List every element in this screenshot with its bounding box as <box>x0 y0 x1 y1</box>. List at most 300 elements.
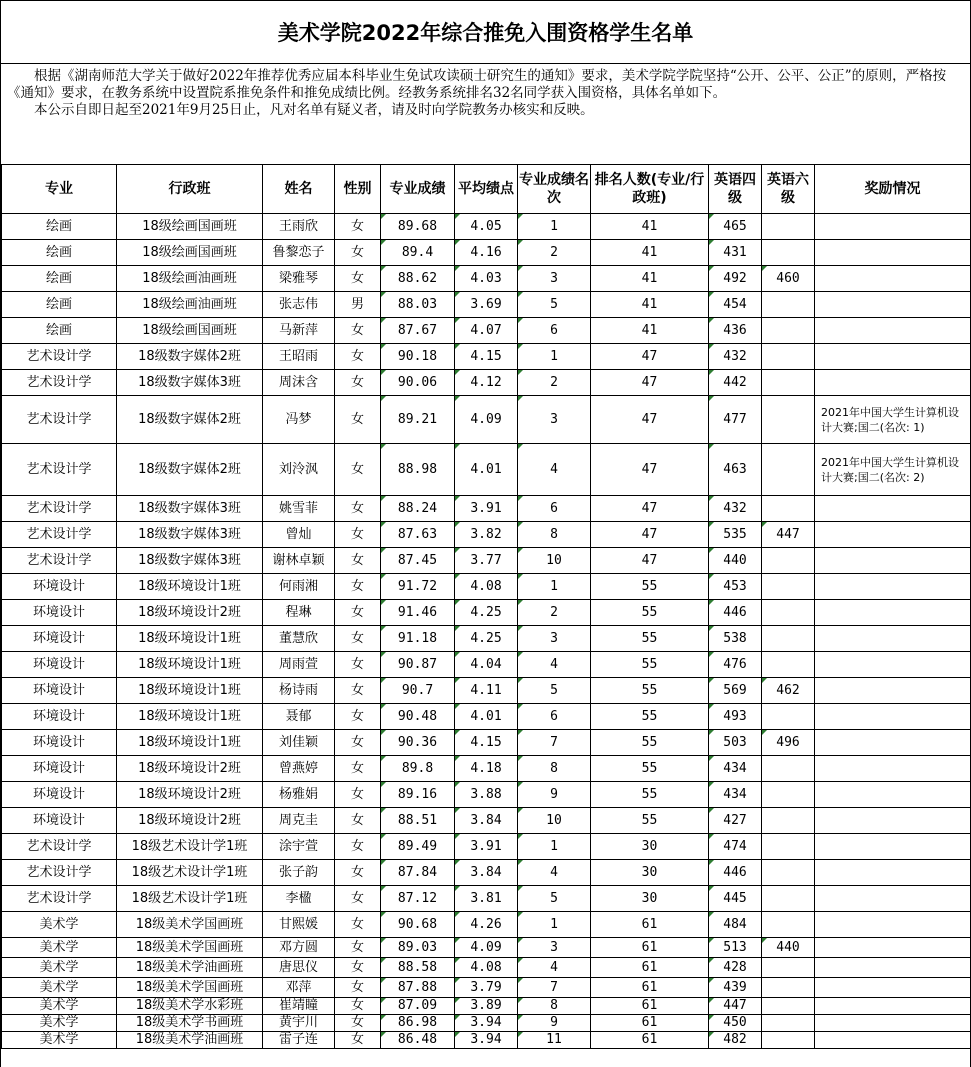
table-cell[interactable]: 邓方圆 <box>263 938 335 958</box>
table-cell[interactable] <box>762 444 815 496</box>
table-cell[interactable]: 3.84 <box>455 860 518 886</box>
table-cell[interactable] <box>815 1032 971 1049</box>
table-cell[interactable]: 18级数字媒体2班 <box>117 344 263 370</box>
table-cell[interactable]: 18级环境设计1班 <box>117 652 263 678</box>
table-cell[interactable]: 女 <box>335 912 381 938</box>
table-cell[interactable] <box>762 318 815 344</box>
table-cell[interactable]: 3 <box>518 266 591 292</box>
table-cell[interactable] <box>815 522 971 548</box>
table-cell[interactable]: 艺术设计学 <box>2 886 117 912</box>
table-cell[interactable]: 8 <box>518 522 591 548</box>
table-cell[interactable]: 18级绘画油画班 <box>117 266 263 292</box>
column-header[interactable]: 姓名 <box>263 165 335 214</box>
table-cell[interactable]: 18级环境设计1班 <box>117 730 263 756</box>
column-header[interactable]: 专业成绩 <box>381 165 455 214</box>
table-cell[interactable]: 4 <box>518 958 591 978</box>
table-cell[interactable] <box>815 782 971 808</box>
table-cell[interactable] <box>762 600 815 626</box>
table-cell[interactable]: 47 <box>591 496 709 522</box>
table-cell[interactable]: 8 <box>518 998 591 1015</box>
table-cell[interactable]: 61 <box>591 958 709 978</box>
table-cell[interactable]: 2 <box>518 600 591 626</box>
table-cell[interactable]: 447 <box>709 998 762 1015</box>
table-cell[interactable]: 程琳 <box>263 600 335 626</box>
table-cell[interactable]: 90.18 <box>381 344 455 370</box>
table-cell[interactable]: 18级数字媒体2班 <box>117 444 263 496</box>
table-cell[interactable]: 绘画 <box>2 240 117 266</box>
table-cell[interactable]: 47 <box>591 344 709 370</box>
table-cell[interactable]: 5 <box>518 292 591 318</box>
table-cell[interactable]: 3.79 <box>455 978 518 998</box>
table-cell[interactable]: 唐思仪 <box>263 958 335 978</box>
table-cell[interactable]: 88.62 <box>381 266 455 292</box>
table-cell[interactable]: 496 <box>762 730 815 756</box>
table-cell[interactable]: 女 <box>335 214 381 240</box>
table-cell[interactable]: 4 <box>518 652 591 678</box>
table-cell[interactable]: 1 <box>518 214 591 240</box>
table-cell[interactable]: 18级数字媒体3班 <box>117 522 263 548</box>
table-cell[interactable] <box>762 958 815 978</box>
table-cell[interactable]: 邓萍 <box>263 978 335 998</box>
table-cell[interactable]: 周沫含 <box>263 370 335 396</box>
table-cell[interactable]: 465 <box>709 214 762 240</box>
table-cell[interactable]: 甘熙媛 <box>263 912 335 938</box>
table-cell[interactable]: 18级绘画国画班 <box>117 214 263 240</box>
table-cell[interactable]: 442 <box>709 370 762 396</box>
table-cell[interactable] <box>815 344 971 370</box>
table-cell[interactable] <box>815 998 971 1015</box>
table-cell[interactable]: 4.01 <box>455 704 518 730</box>
table-cell[interactable] <box>762 214 815 240</box>
table-cell[interactable]: 3.69 <box>455 292 518 318</box>
table-cell[interactable]: 艺术设计学 <box>2 444 117 496</box>
column-header[interactable]: 排名人数(专业/行政班) <box>591 165 709 214</box>
table-cell[interactable]: 刘泠沨 <box>263 444 335 496</box>
table-cell[interactable]: 47 <box>591 396 709 444</box>
table-cell[interactable]: 5 <box>518 678 591 704</box>
table-cell[interactable]: 美术学 <box>2 938 117 958</box>
table-cell[interactable]: 90.87 <box>381 652 455 678</box>
table-cell[interactable]: 89.21 <box>381 396 455 444</box>
table-cell[interactable]: 91.72 <box>381 574 455 600</box>
table-cell[interactable]: 何雨湘 <box>263 574 335 600</box>
table-cell[interactable]: 艺术设计学 <box>2 860 117 886</box>
table-cell[interactable]: 61 <box>591 1015 709 1032</box>
table-cell[interactable]: 18级艺术设计学1班 <box>117 860 263 886</box>
table-cell[interactable] <box>762 1032 815 1049</box>
table-cell[interactable]: 89.49 <box>381 834 455 860</box>
table-cell[interactable]: 3.94 <box>455 1032 518 1049</box>
table-cell[interactable]: 1 <box>518 574 591 600</box>
table-cell[interactable]: 女 <box>335 938 381 958</box>
table-cell[interactable] <box>815 756 971 782</box>
table-cell[interactable]: 440 <box>762 938 815 958</box>
table-cell[interactable]: 绘画 <box>2 266 117 292</box>
table-cell[interactable]: 4.07 <box>455 318 518 344</box>
table-cell[interactable]: 432 <box>709 496 762 522</box>
table-cell[interactable] <box>815 548 971 574</box>
table-cell[interactable]: 18级环境设计2班 <box>117 756 263 782</box>
table-cell[interactable]: 18级美术学国画班 <box>117 938 263 958</box>
table-cell[interactable]: 男 <box>335 292 381 318</box>
table-cell[interactable]: 447 <box>762 522 815 548</box>
table-cell[interactable]: 18级环境设计1班 <box>117 704 263 730</box>
table-cell[interactable]: 477 <box>709 396 762 444</box>
table-cell[interactable]: 18级环境设计1班 <box>117 678 263 704</box>
table-cell[interactable]: 439 <box>709 978 762 998</box>
table-cell[interactable]: 55 <box>591 808 709 834</box>
table-cell[interactable] <box>815 292 971 318</box>
table-cell[interactable]: 18级艺术设计学1班 <box>117 886 263 912</box>
table-cell[interactable]: 曾灿 <box>263 522 335 548</box>
table-cell[interactable]: 18级数字媒体3班 <box>117 548 263 574</box>
table-cell[interactable]: 9 <box>518 1015 591 1032</box>
table-cell[interactable]: 崔靖瞳 <box>263 998 335 1015</box>
table-cell[interactable]: 2 <box>518 240 591 266</box>
table-cell[interactable] <box>815 808 971 834</box>
table-cell[interactable]: 55 <box>591 704 709 730</box>
table-cell[interactable]: 30 <box>591 860 709 886</box>
table-cell[interactable] <box>815 266 971 292</box>
table-cell[interactable]: 艺术设计学 <box>2 344 117 370</box>
table-cell[interactable]: 董慧欣 <box>263 626 335 652</box>
table-cell[interactable]: 55 <box>591 678 709 704</box>
table-cell[interactable]: 4.09 <box>455 396 518 444</box>
table-cell[interactable]: 4.04 <box>455 652 518 678</box>
table-cell[interactable]: 环境设计 <box>2 678 117 704</box>
table-cell[interactable]: 460 <box>762 266 815 292</box>
table-cell[interactable]: 王雨欣 <box>263 214 335 240</box>
table-cell[interactable]: 艺术设计学 <box>2 522 117 548</box>
table-cell[interactable]: 476 <box>709 652 762 678</box>
column-header[interactable]: 专业 <box>2 165 117 214</box>
table-cell[interactable]: 41 <box>591 266 709 292</box>
table-cell[interactable]: 4.15 <box>455 730 518 756</box>
table-cell[interactable]: 436 <box>709 318 762 344</box>
table-cell[interactable]: 4.01 <box>455 444 518 496</box>
table-cell[interactable]: 冯梦 <box>263 396 335 444</box>
table-cell[interactable] <box>762 240 815 266</box>
table-cell[interactable]: 黄宇川 <box>263 1015 335 1032</box>
table-cell[interactable]: 10 <box>518 548 591 574</box>
table-cell[interactable]: 91.18 <box>381 626 455 652</box>
table-cell[interactable]: 周雨萱 <box>263 652 335 678</box>
table-cell[interactable]: 47 <box>591 548 709 574</box>
table-cell[interactable]: 女 <box>335 652 381 678</box>
table-cell[interactable]: 2021年中国大学生计算机设计大赛;国二(名次: 1) <box>815 396 971 444</box>
table-cell[interactable] <box>815 978 971 998</box>
table-cell[interactable] <box>815 886 971 912</box>
table-cell[interactable]: 18级环境设计2班 <box>117 600 263 626</box>
table-cell[interactable]: 王昭雨 <box>263 344 335 370</box>
table-cell[interactable] <box>815 240 971 266</box>
table-cell[interactable]: 88.51 <box>381 808 455 834</box>
table-cell[interactable]: 87.67 <box>381 318 455 344</box>
table-cell[interactable]: 55 <box>591 756 709 782</box>
table-cell[interactable]: 绘画 <box>2 318 117 344</box>
table-cell[interactable]: 张子韵 <box>263 860 335 886</box>
table-cell[interactable]: 454 <box>709 292 762 318</box>
table-cell[interactable]: 雷子连 <box>263 1032 335 1049</box>
table-cell[interactable] <box>762 574 815 600</box>
table-cell[interactable]: 89.8 <box>381 756 455 782</box>
table-cell[interactable] <box>762 292 815 318</box>
table-cell[interactable]: 18级绘画国画班 <box>117 318 263 344</box>
table-cell[interactable]: 3.77 <box>455 548 518 574</box>
table-cell[interactable] <box>815 704 971 730</box>
table-cell[interactable]: 女 <box>335 496 381 522</box>
table-cell[interactable]: 女 <box>335 444 381 496</box>
table-cell[interactable] <box>815 574 971 600</box>
table-cell[interactable]: 47 <box>591 522 709 548</box>
table-cell[interactable]: 463 <box>709 444 762 496</box>
table-cell[interactable]: 女 <box>335 548 381 574</box>
table-cell[interactable]: 55 <box>591 600 709 626</box>
table-cell[interactable]: 环境设计 <box>2 600 117 626</box>
table-cell[interactable]: 453 <box>709 574 762 600</box>
table-cell[interactable]: 55 <box>591 782 709 808</box>
table-cell[interactable]: 446 <box>709 600 762 626</box>
table-cell[interactable]: 18级艺术设计学1班 <box>117 834 263 860</box>
table-cell[interactable]: 90.36 <box>381 730 455 756</box>
table-cell[interactable]: 女 <box>335 808 381 834</box>
column-header[interactable]: 英语四级 <box>709 165 762 214</box>
table-cell[interactable]: 535 <box>709 522 762 548</box>
table-cell[interactable] <box>762 808 815 834</box>
table-cell[interactable]: 30 <box>591 886 709 912</box>
table-cell[interactable]: 89.03 <box>381 938 455 958</box>
table-cell[interactable]: 2021年中国大学生计算机设计大赛;国二(名次: 2) <box>815 444 971 496</box>
table-cell[interactable]: 女 <box>335 756 381 782</box>
table-cell[interactable]: 环境设计 <box>2 574 117 600</box>
table-cell[interactable]: 88.03 <box>381 292 455 318</box>
table-cell[interactable] <box>815 730 971 756</box>
table-cell[interactable]: 4.03 <box>455 266 518 292</box>
table-cell[interactable]: 5 <box>518 886 591 912</box>
table-cell[interactable] <box>815 1015 971 1032</box>
table-cell[interactable]: 4.12 <box>455 370 518 396</box>
table-cell[interactable]: 462 <box>762 678 815 704</box>
table-cell[interactable]: 89.16 <box>381 782 455 808</box>
table-cell[interactable]: 440 <box>709 548 762 574</box>
table-cell[interactable]: 艺术设计学 <box>2 548 117 574</box>
table-cell[interactable]: 美术学 <box>2 912 117 938</box>
table-cell[interactable]: 10 <box>518 808 591 834</box>
table-cell[interactable]: 杨雅娟 <box>263 782 335 808</box>
table-cell[interactable]: 4.09 <box>455 938 518 958</box>
table-cell[interactable] <box>815 652 971 678</box>
table-cell[interactable]: 艺术设计学 <box>2 496 117 522</box>
table-cell[interactable]: 女 <box>335 886 381 912</box>
table-cell[interactable]: 55 <box>591 652 709 678</box>
table-cell[interactable]: 47 <box>591 370 709 396</box>
table-cell[interactable]: 89.4 <box>381 240 455 266</box>
table-cell[interactable]: 曾燕婷 <box>263 756 335 782</box>
table-cell[interactable] <box>815 318 971 344</box>
table-cell[interactable]: 90.06 <box>381 370 455 396</box>
table-cell[interactable]: 4.08 <box>455 958 518 978</box>
table-cell[interactable]: 18级数字媒体3班 <box>117 496 263 522</box>
table-cell[interactable]: 周克圭 <box>263 808 335 834</box>
table-cell[interactable]: 1 <box>518 834 591 860</box>
table-cell[interactable]: 梁雅琴 <box>263 266 335 292</box>
table-cell[interactable]: 91.46 <box>381 600 455 626</box>
table-cell[interactable]: 61 <box>591 1032 709 1049</box>
table-cell[interactable]: 6 <box>518 318 591 344</box>
table-cell[interactable]: 姚雪菲 <box>263 496 335 522</box>
table-cell[interactable] <box>762 496 815 522</box>
table-cell[interactable]: 87.63 <box>381 522 455 548</box>
table-cell[interactable]: 3.89 <box>455 998 518 1015</box>
table-cell[interactable]: 7 <box>518 730 591 756</box>
table-cell[interactable]: 4 <box>518 444 591 496</box>
table-cell[interactable] <box>815 860 971 886</box>
table-cell[interactable] <box>762 886 815 912</box>
table-cell[interactable]: 87.45 <box>381 548 455 574</box>
table-cell[interactable]: 18级绘画油画班 <box>117 292 263 318</box>
table-cell[interactable]: 55 <box>591 730 709 756</box>
table-cell[interactable]: 434 <box>709 782 762 808</box>
table-cell[interactable] <box>815 678 971 704</box>
table-cell[interactable] <box>815 600 971 626</box>
table-cell[interactable]: 6 <box>518 704 591 730</box>
table-cell[interactable]: 美术学 <box>2 1032 117 1049</box>
table-cell[interactable]: 88.58 <box>381 958 455 978</box>
table-cell[interactable]: 女 <box>335 626 381 652</box>
table-cell[interactable] <box>762 834 815 860</box>
table-cell[interactable]: 女 <box>335 730 381 756</box>
table-cell[interactable]: 47 <box>591 444 709 496</box>
table-cell[interactable]: 女 <box>335 1015 381 1032</box>
table-cell[interactable]: 61 <box>591 978 709 998</box>
table-cell[interactable]: 4.25 <box>455 600 518 626</box>
table-cell[interactable]: 涂宇萱 <box>263 834 335 860</box>
table-cell[interactable]: 87.12 <box>381 886 455 912</box>
table-cell[interactable] <box>762 652 815 678</box>
table-cell[interactable]: 492 <box>709 266 762 292</box>
table-cell[interactable] <box>815 834 971 860</box>
table-cell[interactable]: 61 <box>591 938 709 958</box>
table-cell[interactable]: 环境设计 <box>2 704 117 730</box>
table-cell[interactable]: 474 <box>709 834 762 860</box>
table-cell[interactable]: 493 <box>709 704 762 730</box>
table-cell[interactable]: 女 <box>335 782 381 808</box>
table-cell[interactable]: 4.08 <box>455 574 518 600</box>
table-cell[interactable]: 4.25 <box>455 626 518 652</box>
table-cell[interactable] <box>815 938 971 958</box>
table-cell[interactable] <box>762 396 815 444</box>
table-cell[interactable]: 3.84 <box>455 808 518 834</box>
table-cell[interactable]: 美术学 <box>2 1015 117 1032</box>
table-cell[interactable] <box>815 912 971 938</box>
table-cell[interactable]: 女 <box>335 396 381 444</box>
table-cell[interactable]: 18级美术学油画班 <box>117 1032 263 1049</box>
table-cell[interactable]: 女 <box>335 998 381 1015</box>
table-cell[interactable]: 18级美术学国画班 <box>117 978 263 998</box>
table-cell[interactable]: 3 <box>518 626 591 652</box>
table-cell[interactable] <box>762 1015 815 1032</box>
table-cell[interactable]: 445 <box>709 886 762 912</box>
table-cell[interactable]: 18级环境设计2班 <box>117 808 263 834</box>
table-cell[interactable]: 3 <box>518 938 591 958</box>
table-cell[interactable]: 马新萍 <box>263 318 335 344</box>
column-header[interactable]: 专业成绩名次 <box>518 165 591 214</box>
table-cell[interactable]: 环境设计 <box>2 652 117 678</box>
table-cell[interactable] <box>815 370 971 396</box>
table-cell[interactable]: 女 <box>335 370 381 396</box>
table-cell[interactable]: 4.18 <box>455 756 518 782</box>
table-cell[interactable]: 3.91 <box>455 834 518 860</box>
table-cell[interactable]: 张志伟 <box>263 292 335 318</box>
table-cell[interactable] <box>762 782 815 808</box>
table-cell[interactable]: 569 <box>709 678 762 704</box>
table-cell[interactable]: 女 <box>335 266 381 292</box>
table-cell[interactable]: 女 <box>335 522 381 548</box>
table-cell[interactable]: 87.84 <box>381 860 455 886</box>
table-cell[interactable]: 538 <box>709 626 762 652</box>
table-cell[interactable]: 4.15 <box>455 344 518 370</box>
table-cell[interactable]: 18级美术学书画班 <box>117 1015 263 1032</box>
table-cell[interactable]: 482 <box>709 1032 762 1049</box>
table-cell[interactable]: 3.82 <box>455 522 518 548</box>
table-cell[interactable]: 41 <box>591 292 709 318</box>
table-cell[interactable]: 女 <box>335 344 381 370</box>
table-cell[interactable]: 环境设计 <box>2 626 117 652</box>
table-cell[interactable]: 2 <box>518 370 591 396</box>
table-cell[interactable]: 8 <box>518 756 591 782</box>
table-cell[interactable] <box>762 860 815 886</box>
table-cell[interactable]: 9 <box>518 782 591 808</box>
table-cell[interactable]: 18级美术学国画班 <box>117 912 263 938</box>
table-cell[interactable]: 513 <box>709 938 762 958</box>
table-cell[interactable] <box>762 756 815 782</box>
table-cell[interactable]: 7 <box>518 978 591 998</box>
table-cell[interactable]: 杨诗雨 <box>263 678 335 704</box>
table-cell[interactable]: 55 <box>591 626 709 652</box>
column-header[interactable]: 行政班 <box>117 165 263 214</box>
table-cell[interactable]: 艺术设计学 <box>2 370 117 396</box>
table-cell[interactable]: 美术学 <box>2 998 117 1015</box>
table-cell[interactable]: 427 <box>709 808 762 834</box>
table-cell[interactable]: 434 <box>709 756 762 782</box>
table-cell[interactable]: 美术学 <box>2 978 117 998</box>
table-cell[interactable]: 4.05 <box>455 214 518 240</box>
column-header[interactable]: 英语六级 <box>762 165 815 214</box>
table-cell[interactable] <box>762 912 815 938</box>
table-cell[interactable]: 503 <box>709 730 762 756</box>
table-cell[interactable]: 环境设计 <box>2 756 117 782</box>
table-cell[interactable]: 谢林卓颖 <box>263 548 335 574</box>
table-cell[interactable]: 3.91 <box>455 496 518 522</box>
table-cell[interactable]: 55 <box>591 574 709 600</box>
table-cell[interactable]: 61 <box>591 998 709 1015</box>
table-cell[interactable]: 艺术设计学 <box>2 834 117 860</box>
table-cell[interactable]: 61 <box>591 912 709 938</box>
table-cell[interactable]: 428 <box>709 958 762 978</box>
table-cell[interactable]: 446 <box>709 860 762 886</box>
table-cell[interactable]: 90.48 <box>381 704 455 730</box>
table-cell[interactable]: 艺术设计学 <box>2 396 117 444</box>
table-cell[interactable]: 86.48 <box>381 1032 455 1049</box>
table-cell[interactable]: 环境设计 <box>2 782 117 808</box>
table-cell[interactable]: 4 <box>518 860 591 886</box>
table-cell[interactable] <box>762 998 815 1015</box>
table-cell[interactable]: 绘画 <box>2 214 117 240</box>
table-cell[interactable]: 女 <box>335 240 381 266</box>
table-cell[interactable]: 女 <box>335 678 381 704</box>
table-cell[interactable]: 18级美术学水彩班 <box>117 998 263 1015</box>
table-cell[interactable]: 3.81 <box>455 886 518 912</box>
